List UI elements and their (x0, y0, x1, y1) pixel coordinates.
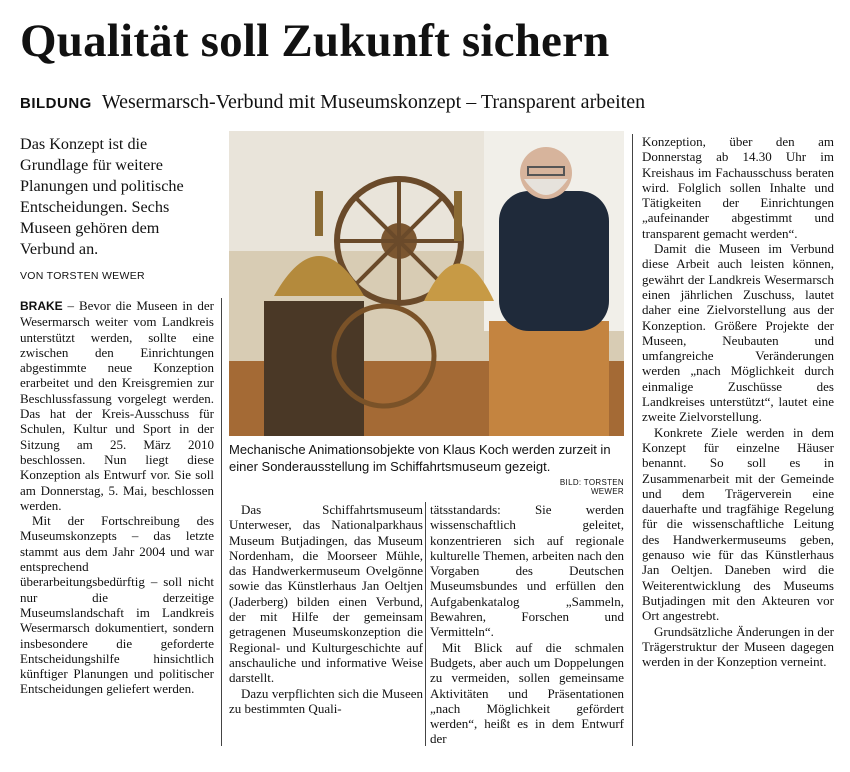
column-2 (229, 502, 423, 716)
subheadline: Wesermarsch-Verbund mit Museumskonzept – Transparent arbeiten (101, 91, 646, 113)
column-divider (632, 134, 633, 746)
photo-caption: Mechanische Animationsobjekte von Klaus Koch werden zurzeit in einer Sonderausstellung im Schiffahrtsmuseum gezeigt. (229, 442, 611, 474)
paragraph: tätsstandards: Sie werden wissenschaftlich geleitet, konzentrieren sich auf regionale kulturelle Themen, arbeiten nach den Vorgaben des Deutschen Museumsbundes und erfüllen den Aufgabenkatalog „Sammeln, Bewahren, Forschen und Vermitteln“. (430, 502, 624, 640)
teaser: Das Konzept ist die Grundlage für weitere Planungen und politische Entscheidungen. Sechs Museen gehören dem Verbund an. (20, 135, 184, 258)
paragraph: Konzeption, über den am Donnerstag ab 14.30 Uhr im Kreishaus im Fachausschuss beraten wird. Folglich sollen Inhalte und Tätigkeiten der Einrichtungen „aufeinander abgestimmt und transparent gemacht werden“. (642, 134, 834, 241)
photo-credit: BILD: TORSTEN WEWER (559, 478, 624, 496)
paragraph: Das Schiffahrtsmuseum Unterweser, das Nationalparkhaus Museum Butjadingen, das Museum Nordenham, die Moorseer Mühle, das Handwerkermuseum Ovelgönne sowie das Künstlerhaus Jan Oeltjen (Jaderberg) bilden einen Verbund, der mit Hilfe der gemeinsam getragenen Museumskonzeption die Regional- und Kulturgeschichte auf anschauliche und informative Weise darstellt. (229, 502, 423, 686)
column-4 (642, 134, 834, 669)
column-divider (221, 298, 222, 746)
paragraph: Mit der Fortschreibung des Museumskonzepts – das letzte stammt aus dem Jahr 2004 und war entsprechend überarbeitungsbedürftig – soll nicht nur die derzeitige Museumslandschaft im Landkreis Wesermarsch dokumentiert, sondern insbesondere die geforderte Entscheidungshilfe hinsichtlich künftiger Planungen und politischer Entscheidungen geliefert werden. (20, 513, 214, 697)
paragraph: Grundsätzliche Änderungen in der Trägerstruktur der Museen dagegen werden in der Konzeption verneint. (642, 623, 834, 670)
column-divider (425, 502, 426, 746)
photo-illustration (229, 131, 624, 436)
subheadline-row (20, 91, 840, 114)
article-photo (229, 131, 624, 436)
paragraph: Konkrete Ziele werden in dem Konzept für einzelne Häuser benannt. So soll es in Zusammenarbeit mit der Gemeinde und dem Trägerverein eine dauerhafte und tragfähige Regelung für die wissenschaftliche Leitung des Handwerkermuseums geben, genauso wie für das Künstlerhaus Jan Oeltjen. Daneben wird die Weiterentwicklung des Museums Butjadingen mit den Akteuren vor Ort angestrebt. (642, 424, 834, 624)
headline: Qualität soll Zukunft sichern (20, 15, 610, 67)
paragraph: Damit die Museen im Verbund diese Arbeit auch leisten können, gewährt der Landkreis Wesermarsch einen jährlichen Zuschuss, lautet daher eine Zielvorstellung aus der Konzeption. Größere Projekte der Museen, Neubauten und umfangreiche Veränderungen werden „nach Möglichkeit durch einmalige Zuschüsse des Landkreises unterstützt“, lautet eine zweite Zielvorstellung. (642, 241, 834, 425)
byline: VON TORSTEN WEWER (20, 270, 145, 282)
paragraph: Dazu verpflichten sich die Museen zu bestimmten Quali- (229, 685, 423, 716)
dateline: BRAKE (20, 299, 63, 313)
column-1 (20, 298, 214, 697)
paragraph-text: – Bevor die Museen in der Wesermarsch weiter vom Landkreis unterstützt werden, sollte eine zwischen den Einrichtungen abgestimmte neue Konzeption erarbeitet und den Kreisgremien zur Beschlussfassung vorgelegt werden. Das hat der Kreis-Ausschuss für Schulen, Kultur und Sport in der Sitzung am 25. März 2010 beschlossen. Nun liegt diese Konzeption als Entwurf vor. Sie soll am Donnerstag, 5. Mai, beschlossen werden. (20, 298, 214, 513)
paragraph (20, 298, 214, 513)
section-kicker: BILDUNG (20, 95, 92, 112)
column-3 (430, 502, 624, 747)
paragraph: Mit Blick auf die schmalen Budgets, aber auch um Doppelungen zu vermeiden, sollen gemeinsame Aktivitäten und Präsentationen „nach Möglichkeit gefördert werden“, heißt es in dem Entwurf der (430, 639, 624, 747)
